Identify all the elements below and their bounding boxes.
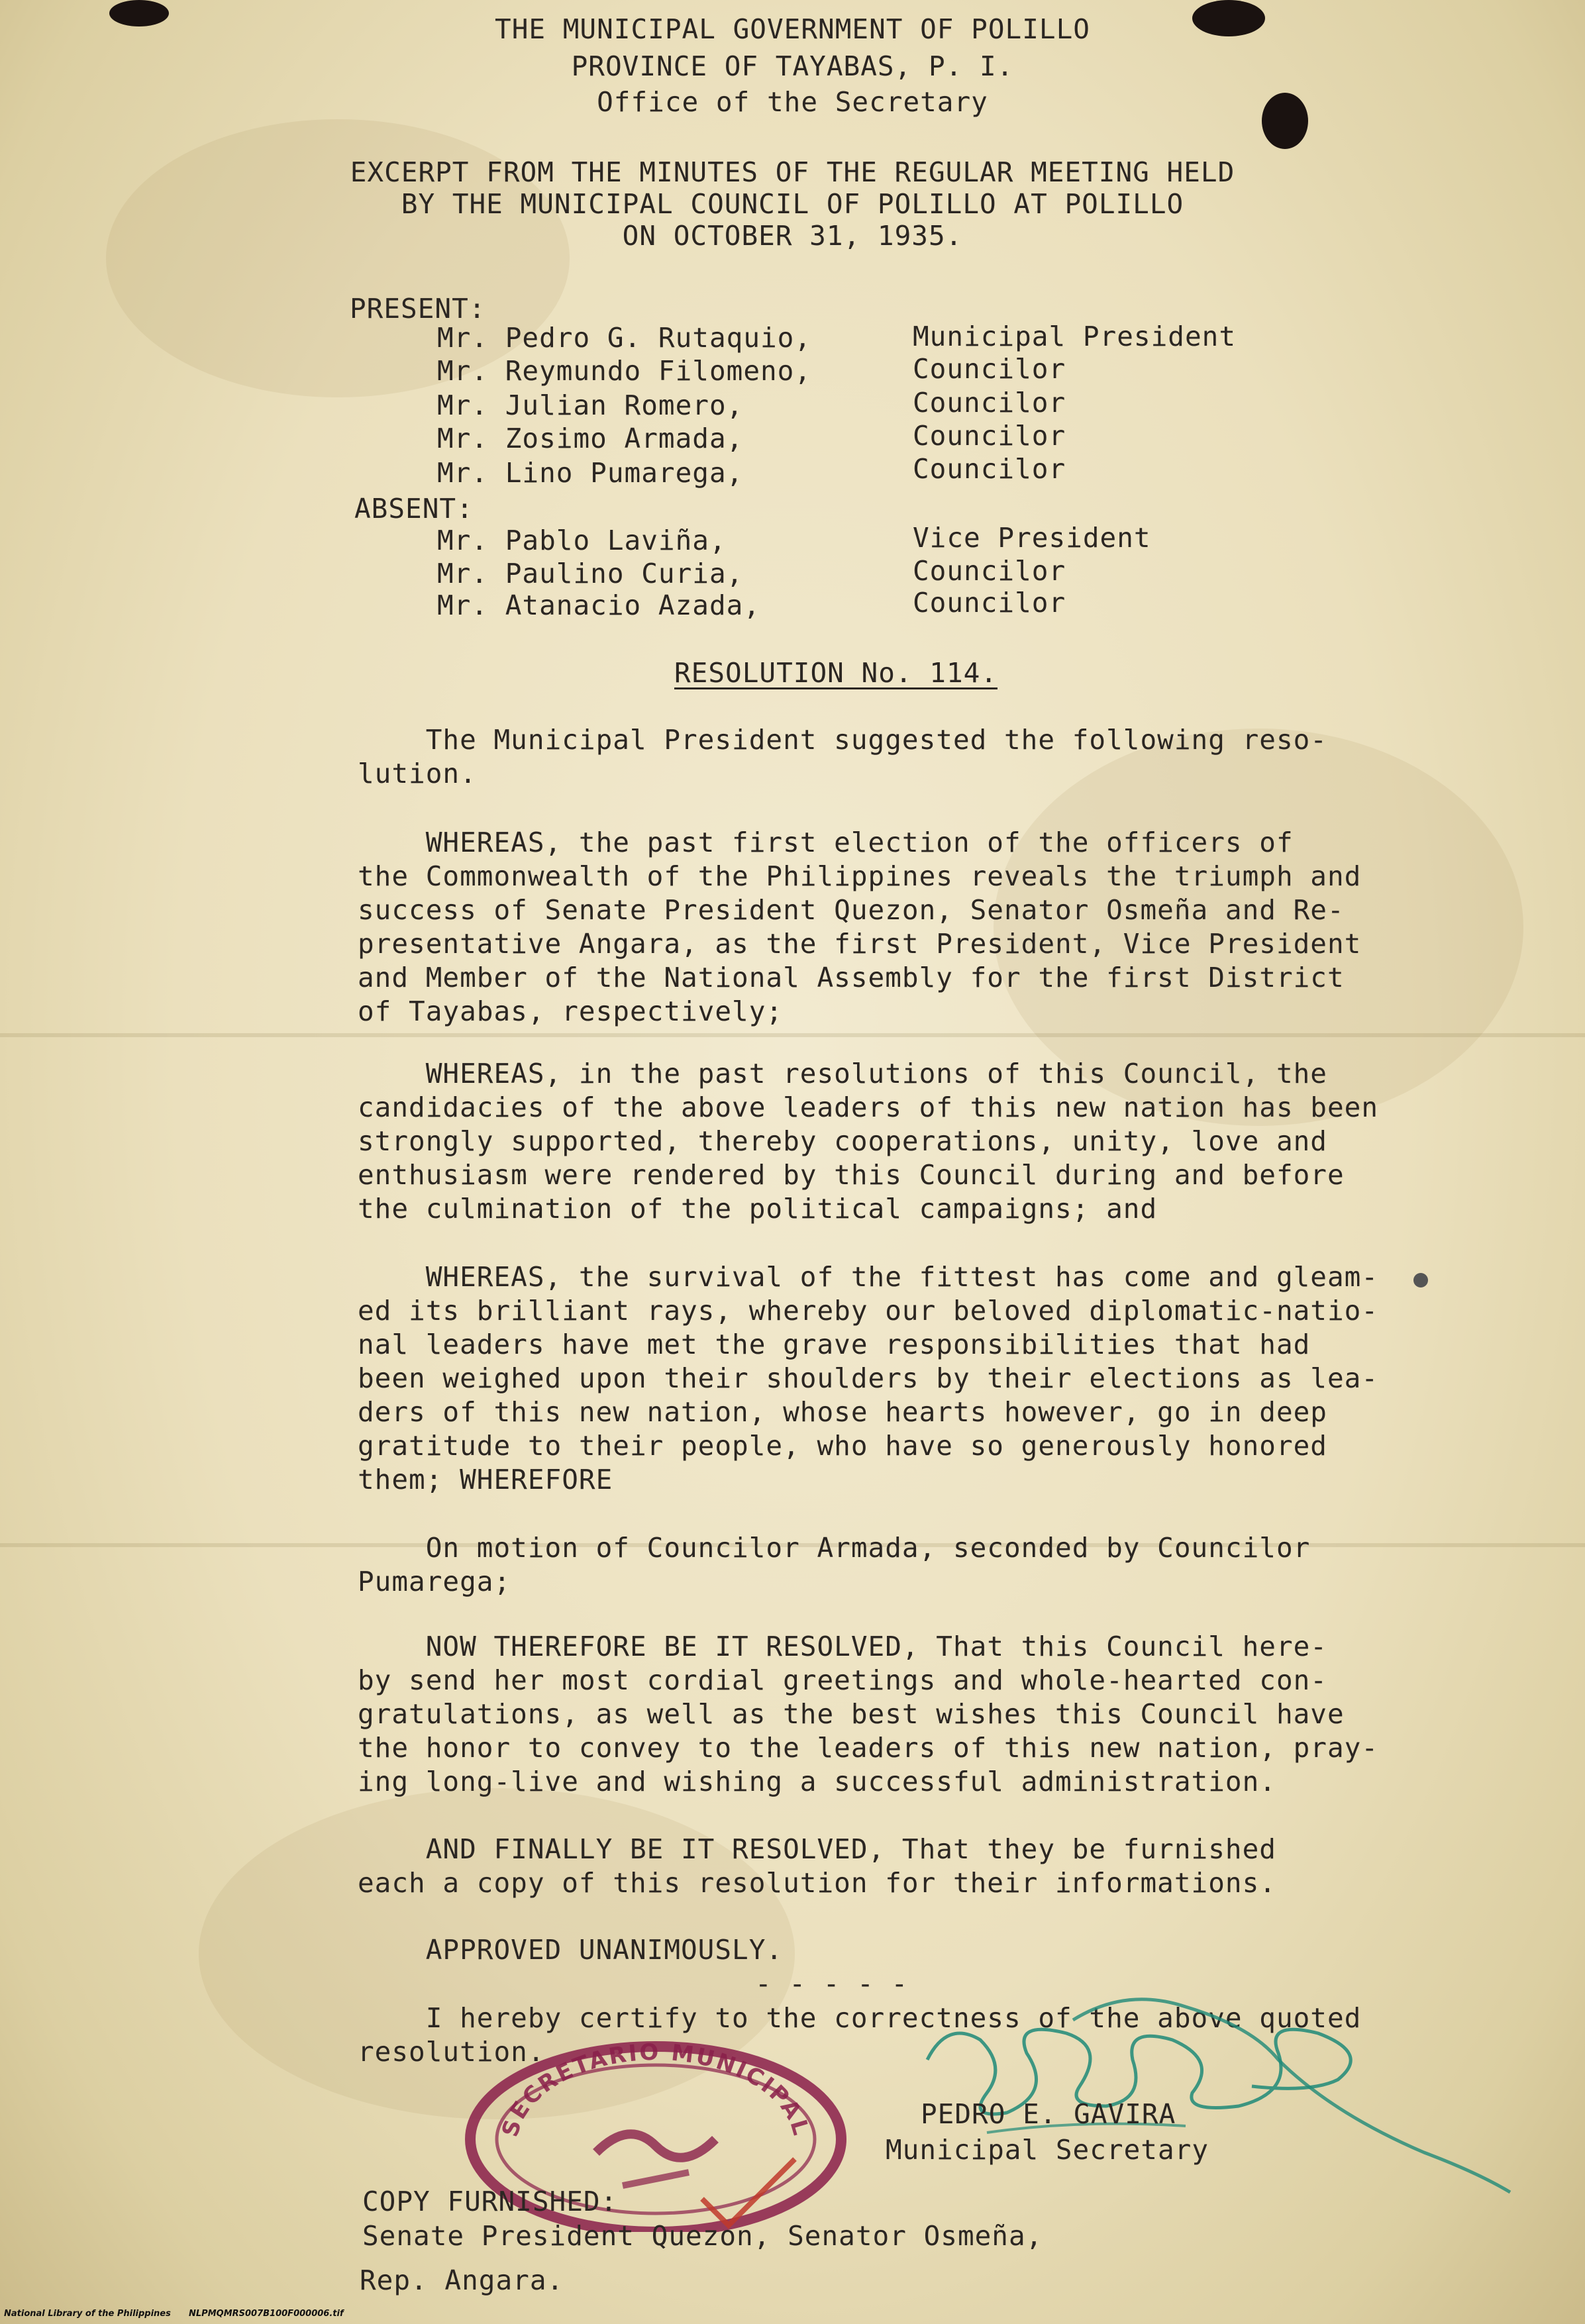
copy-furnished-label: COPY FURNISHED: <box>362 2186 618 2217</box>
paragraph-line: lution. <box>358 758 477 789</box>
svg-text:SECRETARIO MUNICIPAL <box>497 2039 815 2140</box>
paragraph-line: been weighed upon their shoulders by their elections as lea- <box>358 1362 1379 1394</box>
attendee-name: Mr. Julian Romero, <box>437 389 744 421</box>
paragraph-line: Pumarega; <box>358 1566 511 1597</box>
paragraph-line: candidacies of the above leaders of this new nation has been <box>358 1091 1379 1123</box>
paragraph-line: strongly supported, thereby cooperations, unity, love and <box>358 1125 1327 1157</box>
signatory-name: PEDRO E. GAVIRA <box>921 2098 1176 2130</box>
paragraph <box>358 1833 1391 1901</box>
paragraph <box>358 1631 1391 1799</box>
paragraph-line: WHEREAS, the past first election of the officers of <box>358 827 1294 858</box>
attendee-name: Mr. Reymundo Filomeno, <box>437 355 812 387</box>
paragraph <box>358 1058 1391 1227</box>
ink-dot <box>1413 1273 1428 1288</box>
paragraph <box>358 1261 1391 1497</box>
paragraph-line: enthusiasm were rendered by this Council during and before <box>358 1159 1345 1191</box>
attendee-role: Councilor <box>913 420 1066 452</box>
header-line-3: Office of the Secretary <box>597 86 988 118</box>
signature <box>907 1980 1530 2205</box>
attendee-name: Mr. Pedro G. Rutaquio, <box>437 322 812 354</box>
attendee-role: Councilor <box>913 555 1066 587</box>
attendee-name: Mr. Pablo Laviña, <box>437 525 727 556</box>
attendee-name: Mr. Paulino Curia, <box>437 558 744 589</box>
archive-footer <box>4 2309 344 2319</box>
present-label: PRESENT: <box>350 293 486 325</box>
paragraph-line: gratulations, as well as the best wishes this Council have <box>358 1698 1345 1730</box>
paragraph-line: NOW THEREFORE BE IT RESOLVED, That this Council here- <box>358 1631 1327 1662</box>
paragraph <box>358 827 1391 1029</box>
paragraph-line: AND FINALLY BE IT RESOLVED, That they be furnished <box>358 1833 1276 1865</box>
paragraph-line: presentative Angara, as the first President, Vice President <box>358 928 1362 960</box>
attendee-role: Vice President <box>913 522 1151 554</box>
footer-file: NLPMQMRS007B100F000006.tif <box>189 2309 344 2319</box>
paragraph-line: them; WHEREFORE <box>358 1464 613 1495</box>
paragraph-line: ed its brilliant rays, whereby our beloved diplomatic-natio- <box>358 1295 1379 1327</box>
stamp-text: SECRETARIO MUNICIPAL <box>497 2039 815 2141</box>
paragraph-line: each a copy of this resolution for their informations. <box>358 1867 1276 1899</box>
certification-line: resolution. <box>358 2036 545 2068</box>
paragraph-line: nal leaders have met the grave responsibilities that had <box>358 1329 1311 1360</box>
paragraph <box>358 1532 1391 1599</box>
paragraph-line: APPROVED UNANIMOUSLY. <box>358 1934 784 1966</box>
attendee-name: Mr. Lino Pumarega, <box>437 457 744 489</box>
paragraph-line: gratitude to their people, who have so generously honored <box>358 1430 1327 1462</box>
resolution-title: RESOLUTION No. 114. <box>674 657 997 689</box>
title-line-2: BY THE MUNICIPAL COUNCIL OF POLILLO AT POLILLO <box>401 188 1184 220</box>
paragraph-line: the Commonwealth of the Philippines reveals the triumph and <box>358 860 1362 892</box>
absent-label: ABSENT: <box>354 493 474 525</box>
separator: - - - - - <box>755 1968 909 1999</box>
header-line-1: THE MUNICIPAL GOVERNMENT OF POLILLO <box>495 13 1090 45</box>
footer-library: National Library of the Philippines <box>4 2309 171 2319</box>
attendee-role: Councilor <box>913 353 1066 385</box>
paragraph-line: the culmination of the political campaigns; and <box>358 1193 1158 1225</box>
paragraph-line: ders of this new nation, whose hearts however, go in deep <box>358 1396 1327 1428</box>
attendee-role: Councilor <box>913 453 1066 485</box>
paragraph-line: WHEREAS, the survival of the fittest has come and gleam- <box>358 1261 1379 1293</box>
paragraph-line: the honor to convey to the leaders of this new nation, pray- <box>358 1732 1379 1764</box>
attendee-role: Councilor <box>913 587 1066 619</box>
title-line-3: ON OCTOBER 31, 1935. <box>622 220 963 252</box>
attendee-role: Councilor <box>913 387 1066 419</box>
copy-furnished-line-2: Rep. Angara. <box>360 2264 564 2296</box>
title-line-1: EXCERPT FROM THE MINUTES OF THE REGULAR MEETING HELD <box>350 156 1235 188</box>
paragraph-line: On motion of Councilor Armada, seconded by Councilor <box>358 1532 1311 1564</box>
paragraph-line: The Municipal President suggested the following reso- <box>358 724 1327 756</box>
paragraph-line: WHEREAS, in the past resolutions of this Council, the <box>358 1058 1327 1089</box>
attendee-name: Mr. Zosimo Armada, <box>437 423 744 454</box>
paragraph-line: of Tayabas, respectively; <box>358 995 784 1027</box>
signatory-title: Municipal Secretary <box>886 2134 1209 2166</box>
attendee-role: Municipal President <box>913 321 1236 352</box>
copy-furnished-line-1: Senate President Quezon, Senator Osmeña, <box>362 2220 1043 2252</box>
paragraph <box>358 724 1391 791</box>
paragraph-line: by send her most cordial greetings and whole-hearted con- <box>358 1664 1327 1696</box>
certification-line: I hereby certify to the correctness of the above quoted <box>358 2002 1362 2034</box>
paragraph <box>358 1934 1391 1968</box>
paragraph-line: ing long-live and wishing a successful administration. <box>358 1766 1276 1797</box>
paragraph-line: and Member of the National Assembly for the first District <box>358 962 1345 993</box>
header-line-2: PROVINCE OF TAYABAS, P. I. <box>571 50 1014 82</box>
paragraph-line: success of Senate President Quezon, Senator Osmeña and Re- <box>358 894 1345 926</box>
attendee-name: Mr. Atanacio Azada, <box>437 589 760 621</box>
fold-crease <box>0 1033 1585 1037</box>
